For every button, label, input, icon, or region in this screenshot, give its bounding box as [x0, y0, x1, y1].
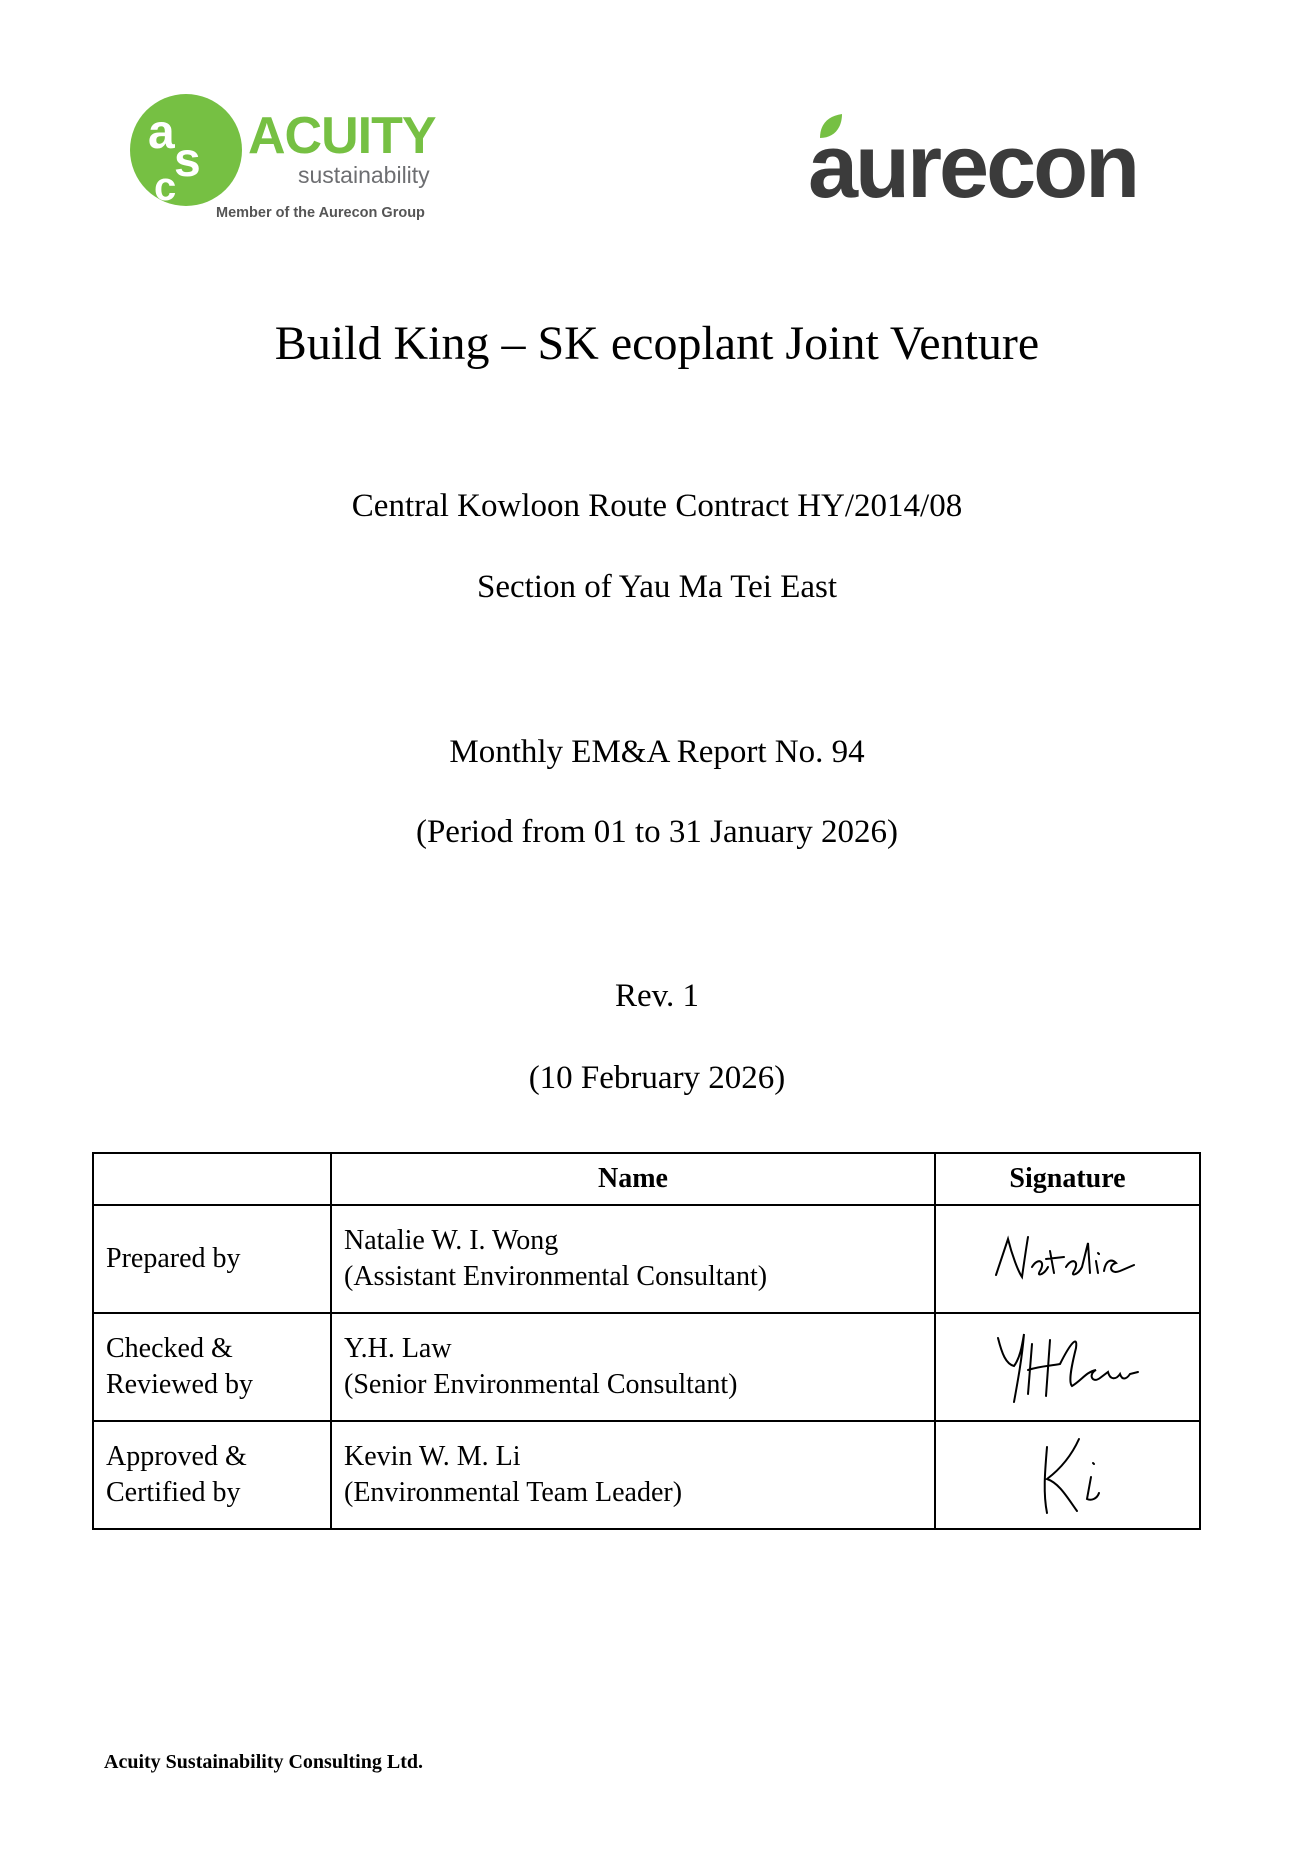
svg-text:a: a — [148, 106, 175, 159]
acuity-logo — [128, 92, 458, 232]
header-name: Name — [331, 1153, 935, 1205]
header-signature: Signature — [935, 1153, 1200, 1205]
section-line: Section of Yau Ma Tei East — [476, 569, 838, 605]
person-title: (Environmental Team Leader) — [344, 1477, 683, 1508]
role-label: Certified by — [106, 1477, 241, 1508]
role-label: Reviewed by — [106, 1369, 253, 1400]
role-label: Approved & — [106, 1440, 247, 1472]
person-title: (Assistant Environmental Consultant) — [344, 1261, 768, 1292]
contract-line: Central Kowloon Route Contract HY/2014/08 — [351, 488, 963, 524]
signature-cell — [935, 1313, 1200, 1421]
report-period: (Period from 01 to 31 January 2026) — [415, 814, 899, 850]
report-number: Monthly EM&A Report No. 94 — [449, 734, 865, 770]
signature-natalie-icon — [988, 1227, 1148, 1291]
document-title: Build King – SK ecoplant Joint Venture — [274, 317, 1040, 370]
signature-cell — [935, 1421, 1200, 1529]
person-name: Kevin W. M. Li — [344, 1440, 521, 1472]
svg-text:s: s — [174, 134, 201, 187]
table-row — [93, 1313, 1200, 1421]
aurecon-logo-name: aurecon — [808, 117, 1138, 217]
name-cell — [331, 1421, 935, 1529]
role-cell — [93, 1421, 331, 1529]
signature-cell — [935, 1205, 1200, 1313]
role-cell — [93, 1205, 331, 1313]
table-row — [93, 1205, 1200, 1313]
acuity-logo-name: ACUITY — [248, 107, 436, 165]
signature-yhlaw-icon — [988, 1324, 1148, 1410]
header-role — [93, 1153, 331, 1205]
revision-date: (10 February 2026) — [528, 1060, 786, 1096]
signature-kevin-icon — [1013, 1427, 1123, 1523]
name-cell — [331, 1313, 935, 1421]
acuity-member-text: Member of the Aurecon Group — [216, 205, 425, 221]
svg-text:c: c — [154, 165, 177, 208]
acuity-logo-tagline: sustainability — [298, 162, 430, 188]
footer-company-name: Acuity Sustainability Consulting Ltd. — [104, 1751, 423, 1773]
person-name: Natalie W. I. Wong — [344, 1224, 559, 1256]
table-row — [93, 1421, 1200, 1529]
person-name: Y.H. Law — [344, 1332, 452, 1364]
role-label: Checked & — [106, 1332, 233, 1364]
aurecon-logo — [808, 112, 1178, 217]
acuity-circle-mark-icon — [128, 92, 244, 208]
role-label: Prepared by — [106, 1242, 241, 1274]
signoff-table — [92, 1152, 1201, 1530]
revision-number: Rev. 1 — [614, 978, 699, 1014]
person-title: (Senior Environmental Consultant) — [344, 1369, 738, 1400]
name-cell — [331, 1205, 935, 1313]
table-header-row — [93, 1153, 1200, 1205]
role-cell — [93, 1313, 331, 1421]
